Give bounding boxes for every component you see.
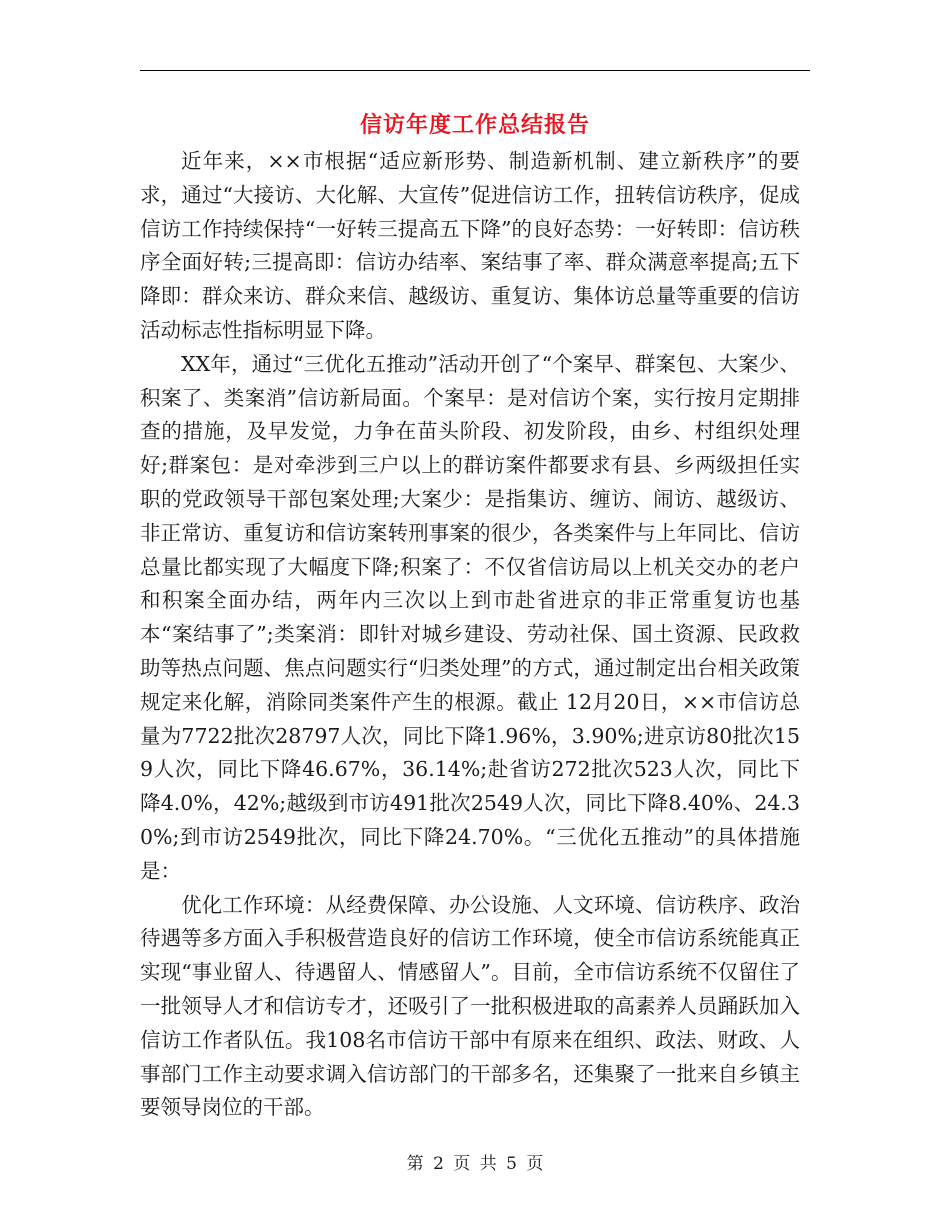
page-number-footer: 第 2 页 共 5 页 <box>406 1154 544 1174</box>
document-title: 信访年度工作总结报告 <box>359 112 590 138</box>
header-rule <box>140 70 810 71</box>
paragraph-work-environment: 优化工作环境：从经费保障、办公设施、人文环境、信访秩序、政治待遇等多方面入手积极营造良好的信访工作环境，使全市信访系统能真正实现“事业留人、待遇留人、情感留人”。目前，全市信访系统不仅留住了一批领导人才和信访专才，还吸引了一批积极进取的高素养人员踊跃加入信访工作者队伍。我108名市信访干部中有原来在组织、政法、财政、人事部门工作主动要求调入信访部门的干部多名，还集聚了一批来自乡镇主要领导岗位的干部。 <box>140 892 800 1120</box>
paragraph-xx-year: XX年，通过“三优化五推动”活动开创了“个案早、群案包、大案少、积案了、类案消”信访新局面。个案早：是对信访个案，实行按月定期排查的措施，及早发觉，力争在苗头阶段、初发阶段，由乡、村组织处理好;群案包：是对牵涉到三户以上的群访案件都要求有县、乡两级担任实职的党政领导干部包案处理;大案少：是指集访、缠访、闹访、越级访、非正常访、重复访和信访案转刑事案的很少，各类案件与上年同比、信访总量比都实现了大幅度下降;积案了：不仅省信访局以上机关交办的老户和积案全面办结，两年内三次以上到市赴省进京的非正常重复访也基本“案结事了”;类案消：即针对城乡建设、劳动社保、国土资源、民政救助等热点问题、焦点问题实行“归类处理”的方式，通过制定出台相关政策规定来化解，消除同类案件产生的根源。截止 12月20日，××市信访总量为7722批次28797人次，同比下降1.96%，3.90%;进京访80批次159人次，同比下降46.67%，36.14%;赴省访272批次523人次，同比下降4.0%，42%;越级到市访491批次2549人次，同比下降8.40%、24.30%;到市访2549批次，同比下降24.70%。“三优化五推动”的具体措施是： <box>140 351 800 883</box>
document-body <box>140 145 800 1125</box>
paragraph-intro: 近年来，××市根据“适应新形势、制造新机制、建立新秩序”的要求，通过“大接访、大化解、大宣传”促进信访工作，扭转信访秩序，促成信访工作持续保持“一好转三提高五下降”的良好态势：一好转即：信访秩序全面好转;三提高即：信访办结率、案结事了率、群众满意率提高;五下降即：群众来访、群众来信、越级访、重复访、集体访总量等重要的信访活动标志性指标明显下降。 <box>140 149 800 342</box>
